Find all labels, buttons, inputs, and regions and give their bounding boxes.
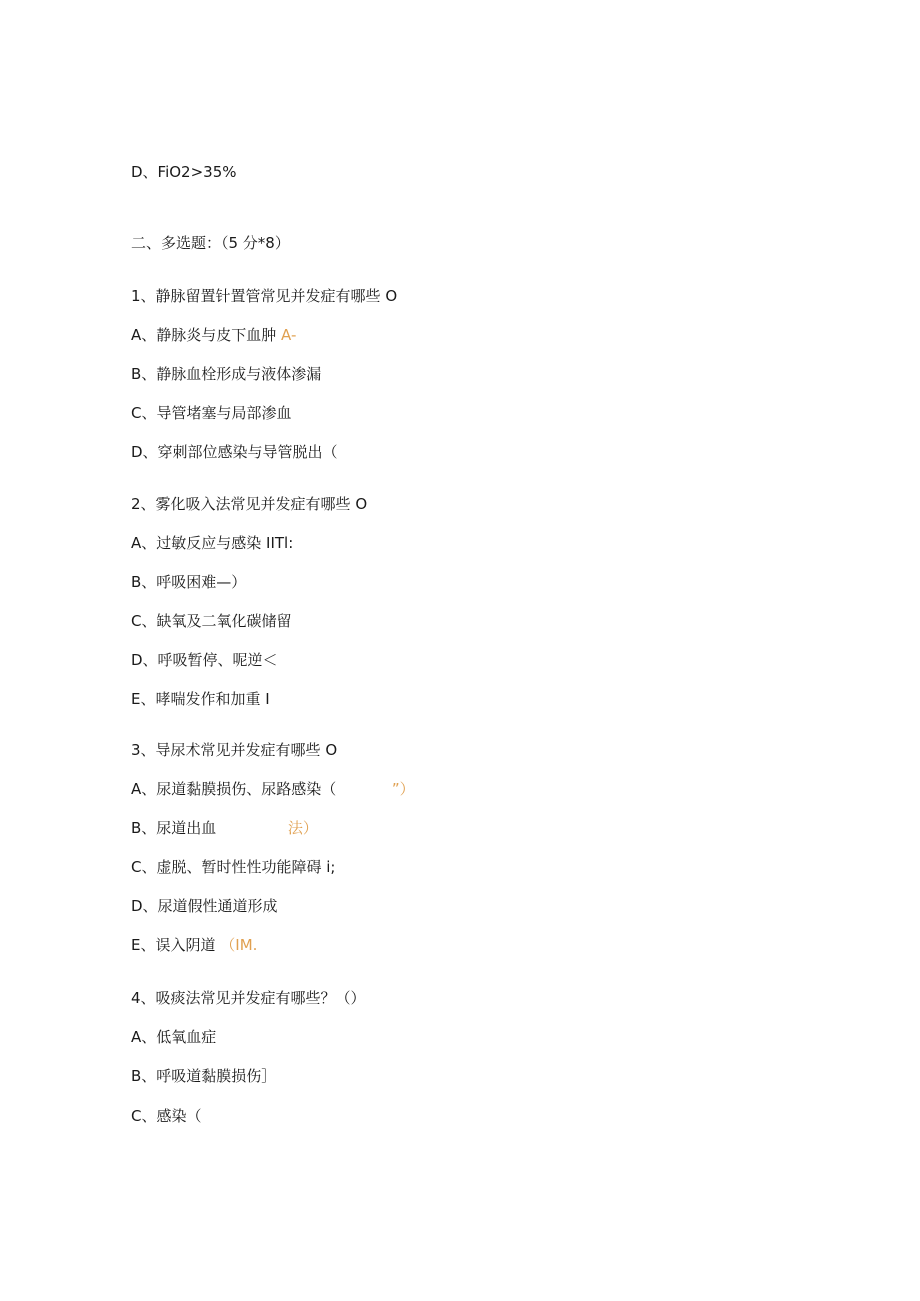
option-text: B、尿道出血 <box>131 819 217 837</box>
option-text: A、尿道黏膜损伤、尿路感染（ <box>131 780 337 798</box>
question-2-option-e <box>131 689 270 709</box>
option-text: D、呼吸暂停、呢逆＜ <box>131 651 278 669</box>
question-3-option-b <box>131 818 318 838</box>
question-stem-text: 1、静脉留置针置管常见并发症有哪些 O <box>131 287 398 305</box>
option-text: A、低氧血症 <box>131 1028 217 1046</box>
question-stem-text: 4、吸痰法常见并发症有哪些？（） <box>131 989 366 1007</box>
option-text: D、尿道假性通道形成 <box>131 897 278 915</box>
question-1-option-c <box>131 403 291 423</box>
question-2-option-a <box>131 533 293 553</box>
question-2-option-b <box>131 572 246 592</box>
question-stem-text: 3、导尿术常见并发症有哪些 O <box>131 741 338 759</box>
handwritten-mark: （IM. <box>220 936 258 954</box>
question-2-option-c <box>131 611 291 631</box>
question-3-option-c <box>131 857 335 877</box>
question-3-stem <box>131 740 337 760</box>
option-text: A、静脉炎与皮下血肿 <box>131 326 277 344</box>
section-heading-text: 二、多选题：（5 分*8） <box>131 234 290 252</box>
question-3-option-a <box>131 779 415 799</box>
option-text: E、哮喘发作和加重 I <box>131 690 270 708</box>
question-4-option-a <box>131 1027 216 1047</box>
option-text: D、FiO2>35% <box>131 163 237 181</box>
option-text: C、感染（ <box>131 1107 202 1125</box>
option-text: B、呼吸困难—） <box>131 573 247 591</box>
handwritten-mark: ”） <box>391 780 415 798</box>
question-1-option-d <box>131 442 338 462</box>
question-1-option-b <box>131 364 321 384</box>
handwritten-mark: A- <box>281 326 297 344</box>
question-2-stem <box>131 494 367 514</box>
option-d-prev <box>131 162 237 182</box>
option-text: E、误入阴道 <box>131 936 216 954</box>
question-4-stem <box>131 988 366 1008</box>
question-3-option-e <box>131 935 257 955</box>
section-heading <box>131 233 290 253</box>
question-1-stem <box>131 286 397 306</box>
option-text: A、过敏反应与感染 IITl: <box>131 534 294 552</box>
question-4-option-c <box>131 1106 201 1126</box>
question-2-option-d <box>131 650 278 670</box>
option-text: C、缺氧及二氧化碳储留 <box>131 612 292 630</box>
question-3-option-d <box>131 896 278 916</box>
option-text: B、呼吸道黏膜损伤］ <box>131 1067 277 1085</box>
question-1-option-a <box>131 325 296 345</box>
option-text: B、静脉血栓形成与液体渗漏 <box>131 365 322 383</box>
option-text: D、穿刺部位感染与导管脱出（ <box>131 443 338 461</box>
question-4-option-b <box>131 1066 276 1086</box>
option-text: C、导管堵塞与局部渗血 <box>131 404 292 422</box>
question-stem-text: 2、雾化吸入法常见并发症有哪些 O <box>131 495 368 513</box>
option-text: C、虚脱、暂时性性功能障碍 i; <box>131 858 336 876</box>
handwritten-mark: 法） <box>287 819 318 837</box>
